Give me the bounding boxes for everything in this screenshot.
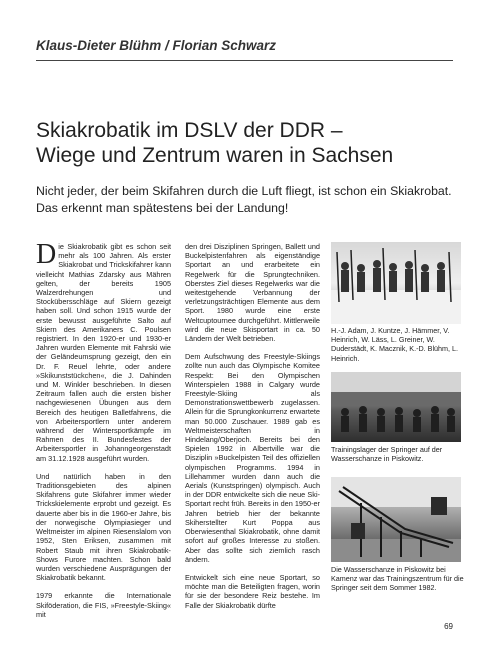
page-number: 69 [444, 622, 453, 631]
body-column-1 [36, 239, 171, 628]
photo-caption-1: H.-J. Adam, J. Kuntze, J. Hämmer, V. Heinrich, W. Läss, L. Greiner, W. Duderstädt, K. Macznik, K.-D. Blühm, L. Heinrich. [331, 326, 459, 363]
training-camp-photo-art [331, 372, 461, 442]
title-line-1: Skiakrobatik im DSLV der DDR – [36, 119, 343, 142]
water-jump-photo-art [331, 477, 461, 562]
water-jump-photo [331, 477, 461, 562]
paragraph: den drei Disziplinen Springen, Ballett und Buckelpistenfahren als eigenständige Sportart an und erarbeitete ein Regelwerk für die Sprungtechniken. Oberstes Ziel dieses Regelwerks war die weitestgehende Verbannung der verletzungsträchtigen Elemente aus dem Sport. 1980 wurde eine erste Weltcuptournee durchgeführt. Mittlerweile wird die neue Skisportart in ca. 50 Ländern der Welt betrieben. [185, 242, 320, 344]
paragraph [36, 239, 171, 463]
paragraph: 1979 erkannte die Internationale Skiföderation, die FIS, »Freestyle-Skiing« mit [36, 591, 171, 619]
training-camp-photo [331, 372, 461, 442]
paragraph: Dem Aufschwung des Freestyle-Skiings zollte nun auch das Olympische Komitee Respekt: Bei den Olympischen Winterspielen 1988 in Calgary wurde Freestyle-Skiing als Demonstrationswettbewerb zugelassen. Allein für die Sprungkonkurrenz erwartete man 50.000 Zuschauer. 1989 gab es Weltmeisterschaften in Hindelang/Oberjoch. Bereits bei den Spielen 1992 in Albertville war die Disziplin »Buckelpisten Teil des offiziellen olympischen Programms. 1994 in Lillehammer wurden dann auch die Aerials (Kunstspringen) olympisch. Auch in der DDR entwickelte sich die neue Ski-Sportart recht früh. Bereits in den 1950-er Jahren betrieb hier der bekannte Skiherstellter Kurt Poppa aus Oberwiesenthal Skiakrobatik, ohne damit sofort auf großes Interesse zu stoßen. Aber das sollte sich ziemlich rasch ändern. [185, 352, 320, 564]
paragraph: Entwickelt sich eine neue Sportart, so möchte man die Beteiligten fragen, worin für sie der besondere Reiz bestehe. Im Falle der Skiakrobatik dürfte [185, 572, 320, 610]
group-photo [331, 242, 461, 324]
photo-caption-3: Die Wasserschanze in Piskowitz bei Kamenz war das Trainingszentrum für die Springer seit dem Sommer 1982. [331, 565, 464, 593]
drop-cap: D [36, 239, 57, 270]
header-rule [36, 60, 453, 61]
title-line-2: Wiege und Zentrum waren in Sachsen [36, 144, 394, 167]
photo-caption-2: Trainingslager der Springer auf der Wasserschanze in Piskowitz. [331, 445, 443, 464]
authors-line: Klaus-Dieter Blühm / Florian Schwarz [36, 38, 277, 53]
lead-paragraph: Nicht jeder, der beim Skifahren durch die Luft fliegt, ist schon ein Skiakrobat. Das erkennt man spätestens bei der Landung! [36, 184, 452, 215]
article-title [36, 118, 466, 168]
group-photo-art [331, 242, 461, 324]
body-column-2 [185, 242, 320, 619]
paragraph-text: ie Skiakrobatik gibt es schon seit mehr als 100 Jahren. Als erster Skiakrobat und Trickskifahrer kann vielleicht Mathias Zdarsky aus Mähren gelten, der bereits 1905 Walzerdrehungen und Stockübersschläge auf Skiern gezeigt haben soll. Und schon 1915 wurde der erste bewusst ausgeführte Salto auf Skiern des Amerikaners C. Poulsen registriert. In den 1920-er und 1930-er Jahren wurden Elemente mit Fahrski wie der Geländeumsprung gezeigt, den ein Dr. F. Reuel lehrte, oder andere »Skikunststückchen«, die J. Dahinden und M. Winkler beschrieben. In diesen Zeitraum fallen auch die ersten bisher nachgewiesenen Übungen aus dem Bereich des heutigen Balletfahrens, die von Arbeitersportlern unter anderem während der Wintersportkämpfe im Rahmen des II. Bundesfestes der Arbeitersportler in Johanngeorgenstadt am 31.12.1928 ausgeführt wurden. [36, 242, 171, 463]
paragraph: Und natürlich haben in den Traditionsgebieten des alpinen Skifahrens gute Skifahrer immer wieder Trickskielemente erprobt und gezeigt. Es dauerte aber bis in die 1960-er Jahre, bis der norwegische Olympiasieger und Weltmeister im alpinen Riesenslalom von 1952, Sten Eriksen, zusammen mit Robert Staub mit ihren Skiakrobatik-Shows Furore machten. Schon bald wurden verschiedene Ausprägungen der Skiakrobatik bekannt. [36, 471, 171, 583]
